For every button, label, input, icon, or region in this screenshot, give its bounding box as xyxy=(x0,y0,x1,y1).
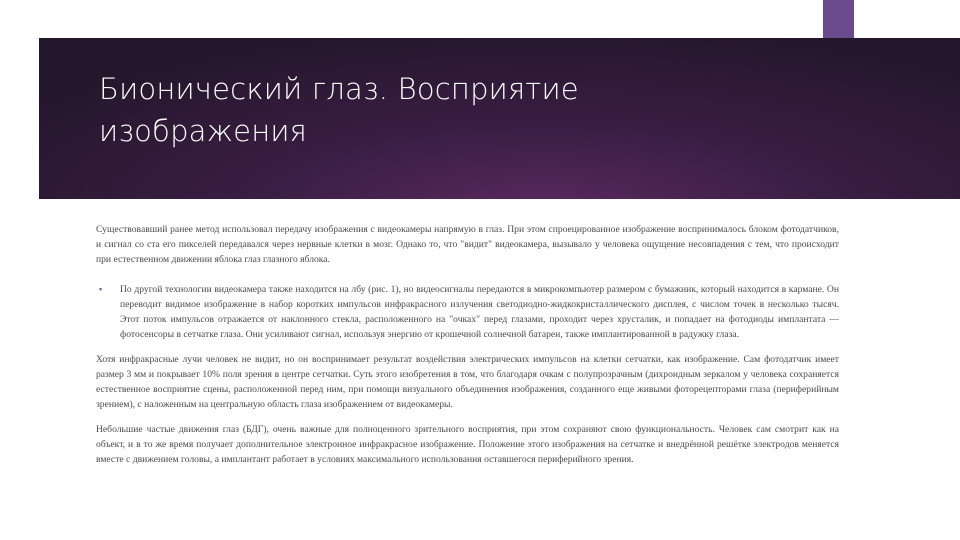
bullet-item xyxy=(96,282,839,342)
slide-title: Бионический глаз. Восприятие изображения xyxy=(99,72,579,148)
title-banner xyxy=(39,38,960,199)
paragraph-perception: Хотя инфракрасные лучи человек не видит, но он воспринимает результат воздействия электрических импульсов на клетки сетчатки, как изображение. Сам фотодатчик имеет размер 3 мм и покрывает 10% поля зрения в центре сетчатки. Суть этого изобретения в том, что благодаря очкам с полупрозрачным (дихроидным зеркалом у человека сохраняется естественное восприятие сцены, расположенной перед ним, при помощи визуального объединения изображения, созданного еще живыми фоторецепторами глаза (периферийным зрением), с наложенным на центральную область глаза изображением от видеокамеры. xyxy=(96,354,839,410)
paragraph-intro: Существовавший ранее метод использовал передачу изображения с видеокамеры напрямую в глаз. При этом спроецированное изображение воспринималось блоком фотодатчиков, и сигнал со ста его пикселей передавался через нервные клетки в мозг. Однако то, что "видит" видеокамера, вызывало у человека ощущение несовпадения с тем, что происходит при естественном движении яблока глаз глазного яблока. xyxy=(96,224,839,265)
bullet-text: По другой технологии видеокамера также находится на лбу (рис. 1), но видеосигналы передаются в микрокомпьютер размером с бумажник, который находится в кармане. Он переводит видимое изображение в набор коротких импульсов инфракрасного излучения светодиодно-жидкокристаллического дисплея, с числом точек в несколько тысяч. Этот поток импульсов отражается от наклонного стекла, расположенного на "очках" перед глазами, проходит через хрусталик, и попадает на фотодиоды имплантата — фотосенсоры в сетчатке глаза. Они усиливают сигнал, используя энергию от крошечной солнечной батареи, также имплантированной в радужку глаза. xyxy=(120,284,839,340)
slide-body xyxy=(96,222,839,467)
bullet-icon: ▪ xyxy=(99,284,103,294)
paragraph-eye-movements: Небольшие частые движения глаз (БДГ), очень важные для полноценного зрительного восприятия, при этом сохраняют свою функциональность. Человек сам смотрит как на объект, и в то же время получает дополнительное электронное инфракрасное изображение. Положение этого изображения на сетчатке и внедрённой решётке электродов меняется вместе с движением головы, а имплантант работает в условиях максимального использования оставшегося периферийного зрения. xyxy=(96,424,839,465)
